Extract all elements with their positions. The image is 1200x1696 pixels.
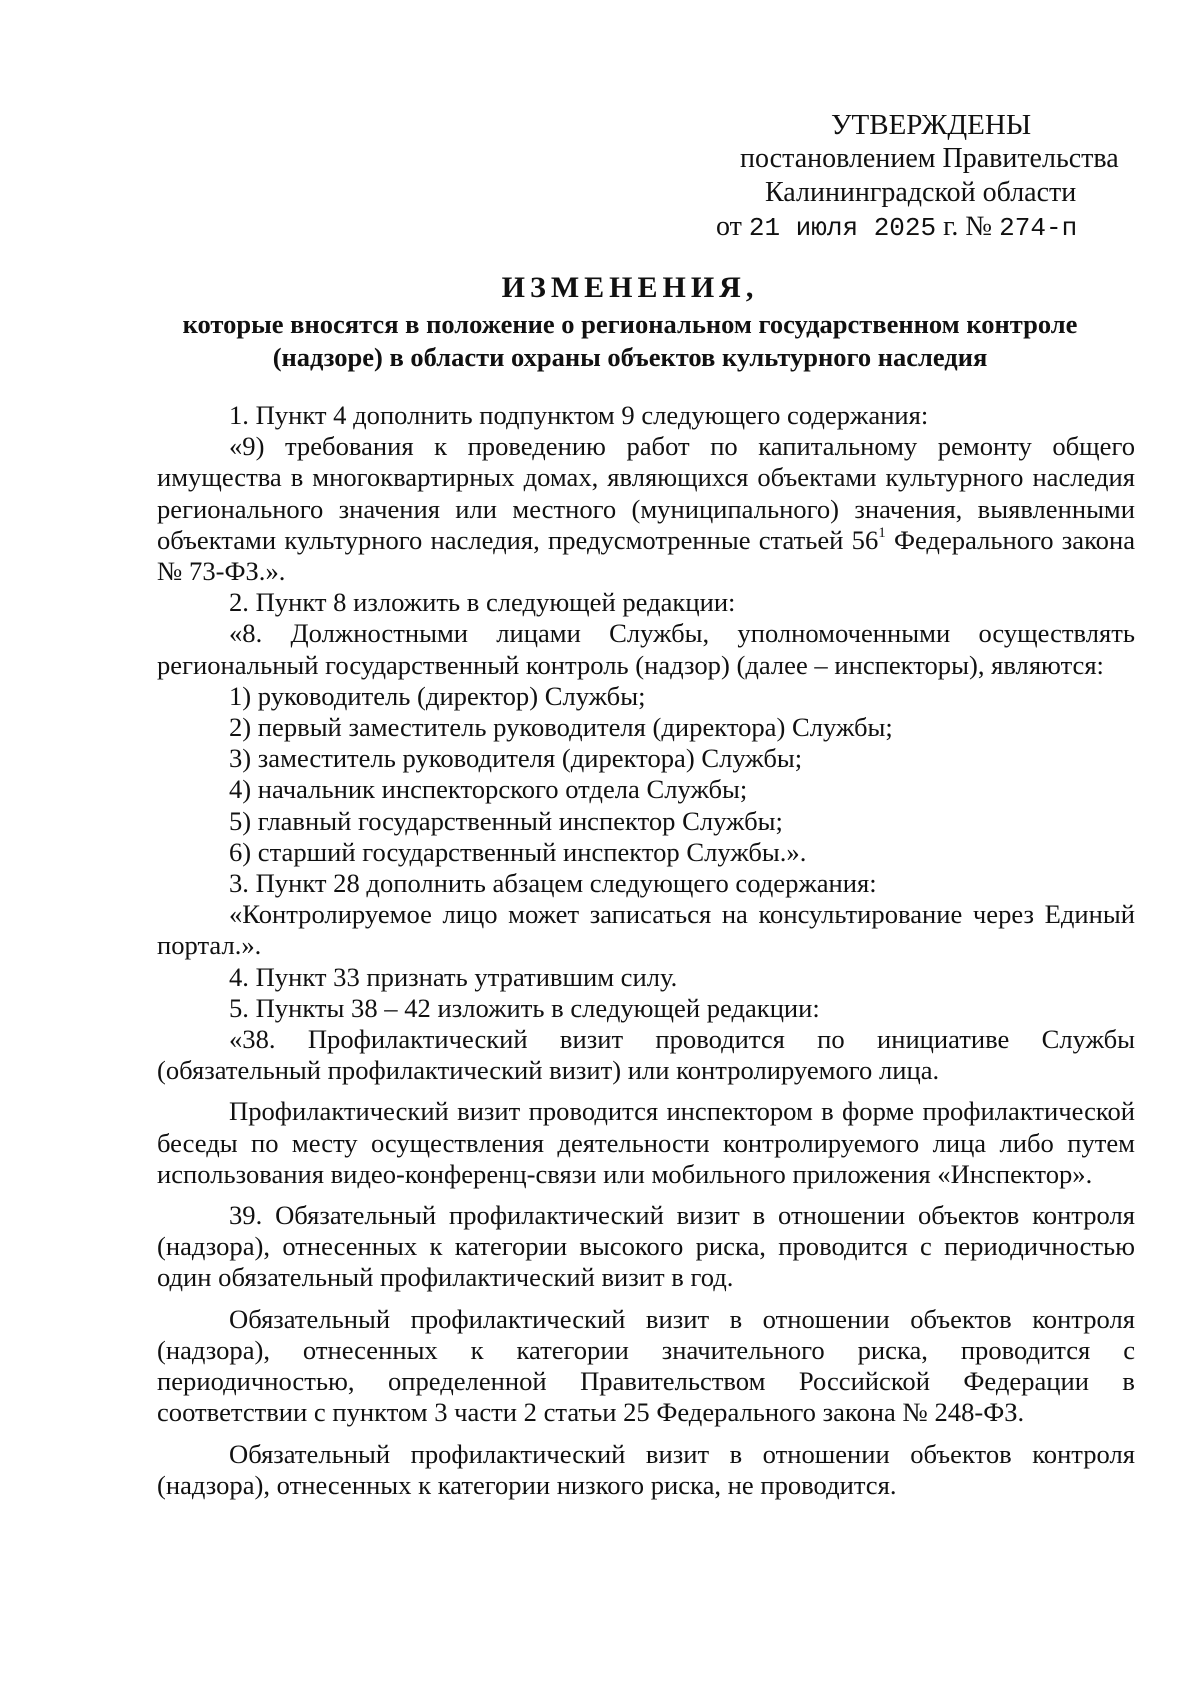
paragraph: 39. Обязательный профилактический визит в отношении объектов контроля (надзора), отнесенных к категории высокого риска, проводится с периодичностью один обязательный профилактический визит в год. [157,1200,1135,1293]
paragraph: 3. Пункт 28 дополнить абзацем следующего содержания: [229,868,877,899]
document-title: ИЗМЕНЕНИЯ, [501,271,759,304]
paragraph: 4. Пункт 33 признать утратившим силу. [229,961,678,992]
document-body [157,400,1135,1501]
approval-title: УТВЕРЖДЕНЫ [831,109,1032,141]
approval-line-region: Калининградской области [765,177,1077,208]
list-item: 3) заместитель руководителя (директора) Службы; [229,743,803,774]
approval-date: 21 июля 2025 [748,213,937,243]
list-item: 4) начальник инспекторского отдела Службы; [229,774,748,805]
list-item: 1) руководитель (директор) Службы; [229,680,646,711]
paragraph: 1. Пункт 4 дополнить подпунктом 9 следующего содержания: [229,400,929,430]
approval-date-line [700,210,1120,245]
paragraph-text: «9) требования к проведению работ по капитальному ремонту общего имущества в многоквартирных домах, являющихся объектами культурного наследия регионального значения или местного (муниципального) значения, выявленными объектами культурного наследия, предусмотренные статьей 56 [157,431,1135,555]
paragraph: «Контролируемое лицо может записаться на консультирование через Единый портал.». [157,899,1135,961]
document-subtitle-line-2: (надзоре) в области охраны объектов культурного наследия [272,342,988,372]
paragraph: Обязательный профилактический визит в отношении объектов контроля (надзора), отнесенных к категории низкого риска, не проводится. [157,1438,1135,1500]
superscript: 1 [878,524,886,541]
paragraph [157,431,1135,587]
approval-line-government: постановлением Правительства [740,143,1119,174]
list-item: 5) главный государственный инспектор Службы; [229,805,783,836]
paragraph-text: Федерального закона № 73-ФЗ.». [157,524,1136,587]
paragraph: «8. Должностными лицами Службы, уполномоченными осуществлять региональный государственный контроль (надзор) (далее – инспекторы), являются: [157,618,1135,680]
paragraph: 2. Пункт 8 изложить в следующей редакции: [229,587,736,618]
list-item: 6) старший государственный инспектор Службы.». [229,836,807,867]
list-item: 2) первый заместитель руководителя (директора) Службы; [229,712,893,743]
approval-date-prefix: от [716,211,749,242]
approval-number: 274-п [999,213,1078,243]
approval-stamp [700,108,1120,245]
document-heading [140,268,1120,374]
document-subtitle-line-1: которые вносятся в положение о региональном государственном контроле [182,309,1078,339]
paragraph: «38. Профилактический визит проводится по инициативе Службы (обязательный профилактический визит) или контролируемого лица. [157,1024,1135,1086]
paragraph: Профилактический визит проводится инспектором в форме профилактической беседы по месту осуществления деятельности контролируемого лица либо путем использования видео-конференц-связи или мобильного приложения «Инспектор». [157,1096,1135,1189]
approval-number-prefix: г. № [936,211,1000,242]
paragraph: 5. Пункты 38 – 42 изложить в следующей редакции: [229,992,820,1023]
paragraph: Обязательный профилактический визит в отношении объектов контроля (надзора), отнесенных к категории значительного риска, проводится с периодичностью, определенной Правительством Российской Федерации в соответствии с пунктом 3 части 2 статьи 25 Федерального закона № 248-ФЗ. [157,1303,1135,1428]
